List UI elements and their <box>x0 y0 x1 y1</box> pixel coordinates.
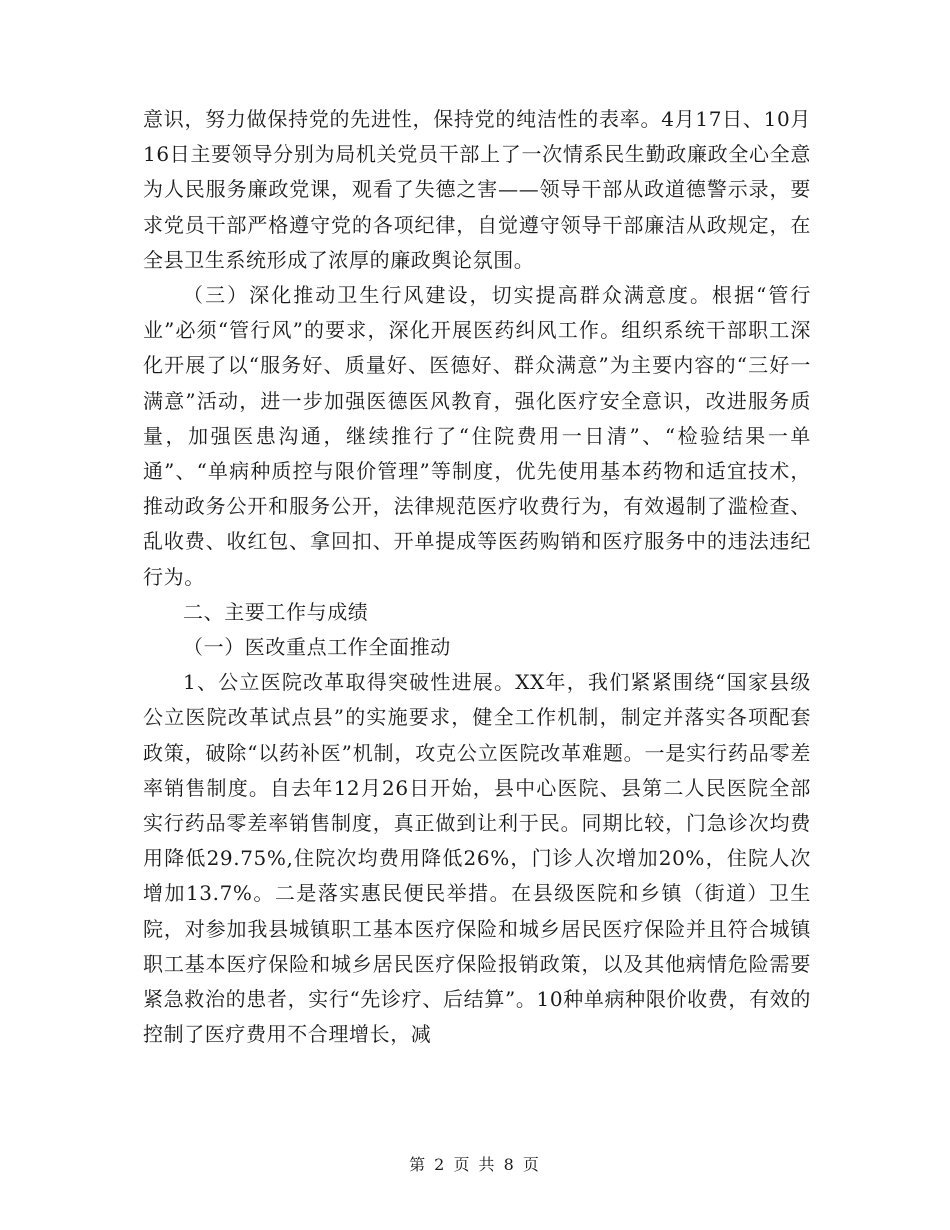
paragraph-public-hospital-reform: 1、公立医院改革取得突破性进展。XX年，我们紧紧围绕“国家县级公立医院改革试点县”的实施要求，健全工作机制，制定并落实各项配套政策，破除“以药补医”机制，攻克公立医院改革难题。一是实行药品零差率销售制度。自去年12月26日开始，县中心医院、县第二人民医院全部实行药品零差率销售制度，真正做到让利于民。同期比较，门急诊次均费用降低29.75%,住院次均费用降低26%，门诊人次增加20%，住院人次增加13.7%。二是落实惠民便民举措。在县级医院和乡镇（街道）卫生院，对参加我县城镇职工基本医疗保险和城乡居民医疗保险并且符合城镇职工基本医疗保险和城乡居民医疗保险报销政策，以及其他病情危险需要紧急救治的患者，实行“先诊疗、后结算”。10种单病种限价收费，有效的控制了医疗费用不合理增长，减 <box>143 670 811 1047</box>
paragraph-continuation: 意识，努力做保持党的先进性，保持党的纯洁性的表率。4月17日、10月16日主要领导分别为局机关党员干部上了一次情系民生勤政廉政全心全意为人民服务廉政党课，观看了失德之害——领导干部从政道德警示录，要求党员干部严格遵守党的各项纪律，自觉遵守领导干部廉洁从政规定，在全县卫生系统形成了浓厚的廉政舆论氛围。 <box>143 107 811 272</box>
document-page <box>143 102 811 1052</box>
paragraph-conduct-building: （三）深化推动卫生行风建设，切实提高群众满意度。根据“管行业”必须“管行风”的要求，深化开展医药纠风工作。组织系统干部职工深化开展了以“服务好、质量好、医德好、群众满意”为主要内容的“三好一满意”活动，进一步加强医德医风教育，强化医疗安全意识，改进服务质量，加强医患沟通，继续推行了“住院费用一日清”、“检验结果一单通”、“单病种质控与限价管理”等制度，优先使用基本药物和适宜技术，推动政务公开和服务公开，法律规范医疗收费行为，有效遏制了滥检查、乱收费、收红包、拿回扣、开单提成等医药购销和医疗服务中的违法违纪行为。 <box>143 283 811 589</box>
page-number-text: 第 2 页 共 8 页 <box>409 1155 541 1174</box>
section-heading-main-work: 二、主要工作与成绩 <box>183 599 369 624</box>
subsection-heading-medical-reform: （一）医改重点工作全面推动 <box>183 635 451 660</box>
page-footer <box>0 1152 950 1175</box>
